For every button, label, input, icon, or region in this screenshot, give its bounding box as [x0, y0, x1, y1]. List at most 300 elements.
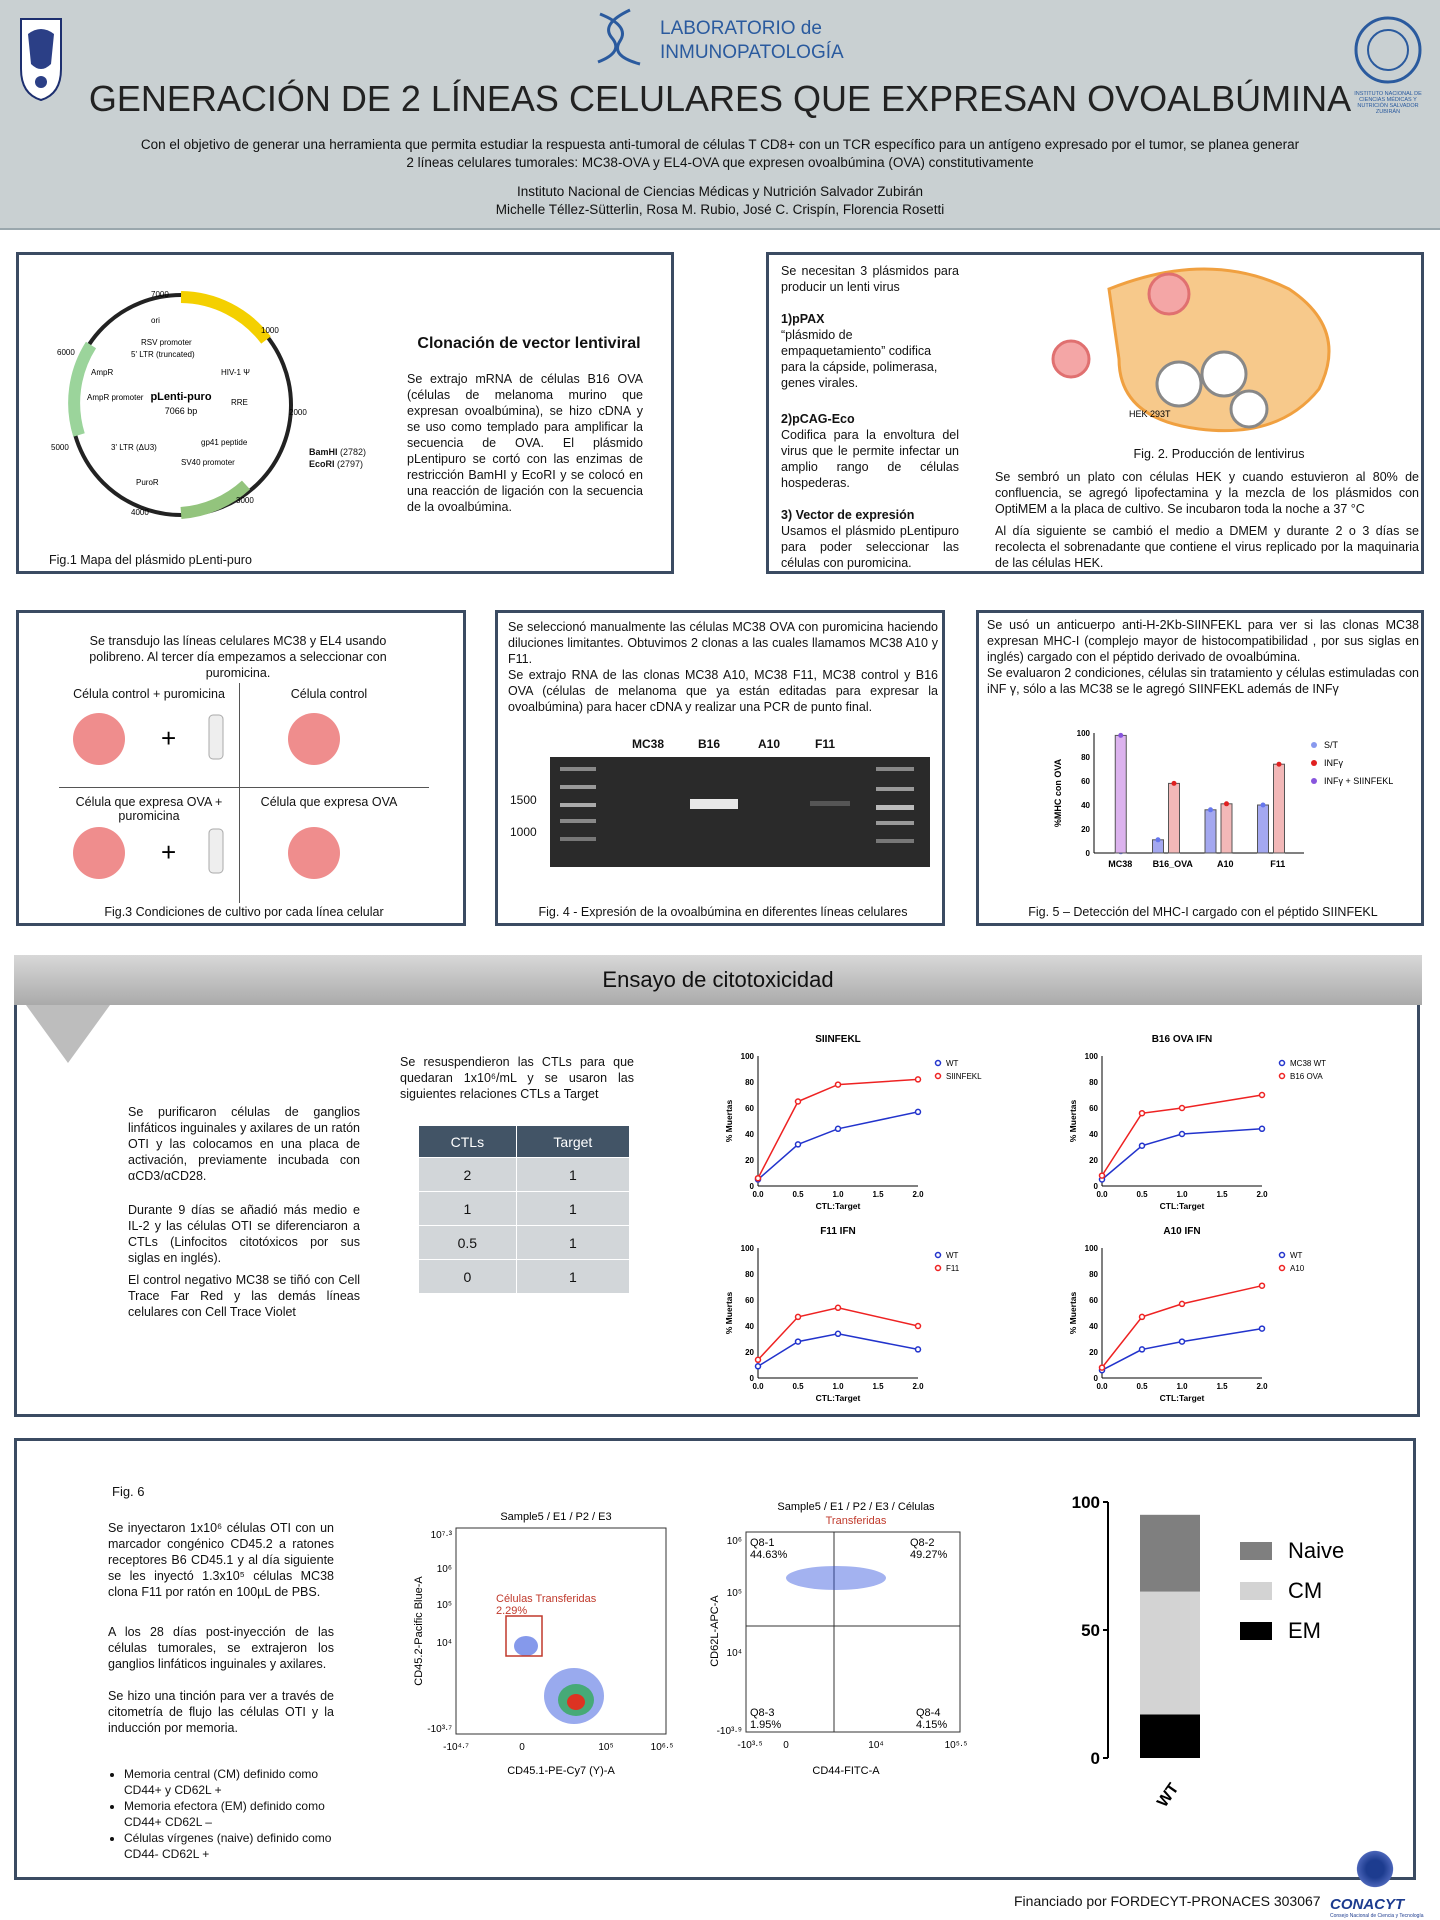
line-chart-b16	[1044, 1030, 1364, 1220]
table-cell: 1	[516, 1260, 629, 1294]
y-tick-label: 80	[745, 1078, 754, 1087]
data-point	[756, 1357, 761, 1362]
incmnsz-logo-text: INSTITUTO NACIONAL DE CIENCIAS MÉDICAS Y NUTRICIÓN SALVADOR ZUBIRÁN	[1354, 91, 1422, 115]
data-point	[836, 1126, 841, 1131]
y-tick-label: 100	[1076, 729, 1090, 738]
x-axis-label: CTL:Target	[1159, 1393, 1205, 1403]
data-point	[1208, 807, 1213, 812]
cytotoxicity-title: Ensayo de citotoxicidad	[602, 967, 834, 992]
feature-label: SV40 promoter	[181, 458, 235, 467]
data-point	[1140, 1111, 1145, 1116]
chart-title: SIINFEKL	[815, 1034, 861, 1045]
legend-marker	[936, 1266, 941, 1271]
x-axis-label: CTL:Target	[1159, 1201, 1205, 1211]
y-tick-label: 60	[1089, 1296, 1098, 1305]
flow2-xtick: -10³·⁵	[737, 1740, 763, 1751]
legend-swatch	[1240, 1542, 1272, 1560]
legend-marker	[1311, 760, 1317, 766]
data-point	[1118, 733, 1123, 738]
cell-icon	[288, 827, 340, 879]
data-point	[1172, 781, 1177, 786]
x-tick-label: 0.0	[752, 1382, 764, 1391]
marker-1000: 1000	[510, 825, 537, 839]
poster-title: GENERACIÓN DE 2 LÍNEAS CELULARES QUE EXPRESAN OVOALBÚMINA	[88, 78, 1352, 119]
table-header: CTLs	[419, 1126, 517, 1158]
flow1-xtick: 10⁵	[598, 1742, 614, 1753]
memory-text1: Se inyectaron 1x10⁶ células OTI con un marcador congénico CD45.2 a ratones receptores B6 CD45.1 y al día siguiente se les inyectó 1.3x10⁵ células MC38 clona F11 por ratón en 100µL de PBS.	[108, 1521, 334, 1599]
table-row	[419, 1158, 630, 1192]
table-cell: 1	[516, 1226, 629, 1260]
y-tick-label: 0	[1090, 1749, 1100, 1768]
legend-marker	[936, 1253, 941, 1258]
legend-label: B16 OVA	[1290, 1072, 1323, 1081]
data-point	[916, 1077, 921, 1082]
legend-label: INFγ	[1324, 758, 1343, 768]
series-line	[1102, 1286, 1262, 1368]
table-row	[419, 1226, 630, 1260]
table-cell: 1	[516, 1158, 629, 1192]
data-point	[1180, 1301, 1185, 1306]
table-row	[419, 1192, 630, 1226]
feature-label: 5' LTR (truncated)	[131, 350, 195, 359]
table-cell: 1	[419, 1192, 517, 1226]
feature-label: ori	[151, 316, 160, 325]
y-axis-label: % Muertas	[724, 1099, 734, 1143]
data-point	[916, 1347, 921, 1352]
lane-label: A10	[758, 737, 781, 751]
plasmid3-text: Usamos el plásmido pLentipuro para poder seleccionar las células con puromicina.	[781, 524, 959, 570]
enzyme-ecori: EcoRI (2797)	[309, 459, 364, 469]
flow-plot-2	[706, 1496, 976, 1786]
poster-header	[0, 0, 1440, 230]
fig4-caption: Fig. 4 - Expresión de la ovoalbúmina en diferentes líneas celulares	[538, 905, 908, 919]
pcr-text: Se seleccionó manualmente las células MC38 OVA con puromicina haciendo diluciones limitantes. Obtuvimos 2 clonas a las cuales llamamos MC38 A10 y F11. Se extrajo RNA de las clonas MC38 A10, MC38 F11, MC38 control y B16 OVA (células de melanoma que ya están editadas para expresar la ovoalbúmina) para hacer cDNA y realizar una PCR de punto final.	[508, 620, 938, 714]
y-tick-label: 20	[1089, 1156, 1098, 1165]
data-point	[1156, 837, 1161, 842]
fig1-caption: Fig.1 Mapa del plásmido pLenti-puro	[49, 553, 252, 567]
cytotoxicity-banner	[14, 955, 1422, 1005]
legend-marker	[1311, 778, 1317, 784]
data-point	[1180, 1339, 1185, 1344]
y-tick-label: 40	[745, 1322, 754, 1331]
y-tick-label: 80	[745, 1270, 754, 1279]
data-point	[796, 1142, 801, 1147]
tick-label: 4000	[131, 508, 149, 517]
flow1-xtick: 0	[519, 1742, 525, 1753]
tick-label: 6000	[57, 348, 75, 357]
gate-label: Células Transferidas	[496, 1593, 597, 1605]
memory-stacked-bar-chart	[1060, 1480, 1380, 1820]
bar	[1205, 810, 1216, 853]
lab-logo	[590, 6, 850, 66]
flow2-ytick: 10⁵	[726, 1588, 742, 1599]
x-tick-label: 2.0	[1256, 1382, 1268, 1391]
legend-label: INFγ + SIINFEKL	[1324, 776, 1394, 786]
feature-label: RSV promoter	[141, 338, 192, 347]
data-point	[1260, 1283, 1265, 1288]
fig3-caption: Fig.3 Condiciones de cultivo por cada línea celular	[104, 905, 384, 919]
legend-label: MC38 WT	[1290, 1059, 1326, 1068]
legend-swatch	[1240, 1622, 1272, 1640]
x-axis-label: CTL:Target	[815, 1201, 861, 1211]
y-tick-label: 100	[740, 1052, 754, 1061]
condition-2-label: Célula control	[290, 687, 368, 701]
legend-label: WT	[1290, 1251, 1303, 1260]
feature-label: AmpR	[91, 368, 114, 377]
incmnsz-seal-icon	[1352, 14, 1424, 86]
y-tick-label: 100	[1071, 1493, 1100, 1512]
lab-name-line2: INMUNOPATOLOGÍA	[660, 42, 844, 63]
hek-cell-diagram	[1049, 259, 1389, 439]
y-tick-label: 20	[745, 1156, 754, 1165]
quadrant-percent: 44.63%	[750, 1549, 788, 1561]
tick-label: 7000	[151, 290, 169, 299]
data-point	[836, 1082, 841, 1087]
table-header: Target	[516, 1126, 629, 1158]
flow2-xtick: 10⁵·⁵	[944, 1740, 968, 1751]
mhc-panel	[976, 610, 1424, 926]
quadrant-percent: 49.27%	[910, 1549, 948, 1561]
table-cell: 0	[419, 1260, 517, 1294]
hek-text2: Al día siguiente se cambió el medio a DMEM y durante 2 o 3 días se recolecta el sobrenadante que contiene el virus replicado por la maquinaria de las células HEK.	[995, 524, 1419, 570]
y-tick-label: 40	[1081, 801, 1090, 810]
data-point	[1140, 1347, 1145, 1352]
legend-marker	[1280, 1074, 1285, 1079]
plus-sign: +	[161, 723, 177, 753]
fig5-caption: Fig. 5 – Detección del MHC-I cargado con el péptido SIINFEKL	[1028, 905, 1378, 919]
conacyt-logo-icon	[1354, 1848, 1396, 1890]
y-tick-label: 0	[1093, 1182, 1098, 1191]
y-tick-label: 80	[1089, 1270, 1098, 1279]
feature-label: 3' LTR (ΔU3)	[111, 443, 157, 452]
line-chart-siinfekl	[700, 1030, 1020, 1220]
table-row	[419, 1260, 630, 1294]
flow2-title: Sample5 / E1 / P2 / E3 / Células	[777, 1501, 935, 1513]
data-point	[836, 1331, 841, 1336]
x-tick-label: 0.5	[792, 1382, 804, 1391]
cloning-text: Se extrajo mRNA de células B16 OVA (células de melanoma murino que expresan ovoalbúmina), se hizo cDNA y se uso como templado para amplificar la secuencia de OVA. El plásmido pLentipuro se cortó con las enzimas de restricción BamHI y EcoRI y se colocó en una reacción de ligación con la secuencia de la ovoalbúmina.	[407, 372, 643, 514]
data-point	[916, 1324, 921, 1329]
fig2-caption: Fig. 2. Producción de lentivirus	[1133, 447, 1305, 461]
puromycin-tube-icon	[209, 829, 223, 873]
x-tick-label: 2.0	[1256, 1190, 1268, 1199]
x-tick-label: 1.5	[872, 1190, 884, 1199]
y-tick-label: 20	[1089, 1348, 1098, 1357]
feature-label: gp41 peptide	[201, 438, 248, 447]
x-tick-label: 2.0	[912, 1190, 924, 1199]
gate-percent: 2.29%	[496, 1605, 528, 1617]
quadrant-label: Q8-3	[750, 1707, 775, 1719]
flow1-ytick: 10⁶	[436, 1564, 452, 1575]
flow1-title: Sample5 / E1 / P2 / E3	[500, 1511, 612, 1523]
cyto-text4: Se resuspendieron las CTLs para que quedaran 1x10⁶/mL y se usaron las siguientes relaciones CTLs a Target	[400, 1055, 634, 1101]
x-tick-label: 0.0	[1096, 1190, 1108, 1199]
feature-label: RRE	[231, 398, 248, 407]
data-point	[796, 1314, 801, 1319]
enzyme-bamhi: BamHI (2782)	[309, 447, 367, 457]
stacked-segment	[1140, 1515, 1200, 1592]
x-tick-label: 1.5	[1216, 1382, 1228, 1391]
x-tick-label: WT	[1154, 1780, 1183, 1811]
transduction-panel	[16, 610, 466, 926]
y-axis-label: % Muertas	[1068, 1291, 1078, 1335]
flow2-ylabel: CD62L-APC-A	[709, 1595, 721, 1667]
y-tick-label: 60	[745, 1296, 754, 1305]
data-point	[1277, 762, 1282, 767]
flow2-ytick: 10⁶	[726, 1536, 742, 1547]
plasmid-size: 7066 bp	[164, 406, 198, 416]
x-tick-label: F11	[1270, 859, 1286, 869]
puromycin-tube-icon	[209, 715, 223, 759]
legend-marker	[1280, 1061, 1285, 1066]
memory-text2: A los 28 días post-inyección de las células tumorales, se extrajeron los ganglios linfáticos inguinales y axilares.	[108, 1625, 334, 1671]
y-tick-label: 20	[1081, 825, 1090, 834]
plus-sign: +	[161, 837, 177, 867]
y-tick-label: 60	[1089, 1104, 1098, 1113]
legend-label: CM	[1288, 1578, 1323, 1603]
y-tick-label: 50	[1081, 1621, 1100, 1640]
x-tick-label: 0.5	[792, 1190, 804, 1199]
flow1-xtick: -10⁴·⁷	[443, 1742, 469, 1753]
feature-label: AmpR promoter	[87, 393, 144, 402]
plasmid1-text: “plásmido de empaquetamiento” codifica para la cápside, polimerasa, genes virales.	[781, 328, 938, 390]
y-tick-label: 80	[1089, 1078, 1098, 1087]
flow2-xlabel: CD44-FITC-A	[812, 1765, 880, 1777]
bar	[1258, 805, 1269, 853]
legend-marker	[936, 1074, 941, 1079]
list-item: • Memoria central (CM) definido como CD44+ y CD62L +	[124, 1766, 344, 1798]
lab-name-line1: LABORATORIO de	[660, 18, 822, 39]
line-chart-f11	[700, 1222, 1020, 1412]
flow2-xtick: 0	[783, 1740, 789, 1751]
transduction-text: Se transdujo las líneas celulares MC38 y EL4 usando polibreno. Al tercer día empezamos a seleccionar con puromicina.	[89, 634, 387, 680]
y-tick-label: 0	[749, 1374, 754, 1383]
data-point	[1180, 1106, 1185, 1111]
plasmid2-title: 2)pCAG-Eco	[781, 412, 855, 426]
cell-icon	[73, 713, 125, 765]
funding-text: Financiado por FORDECYT-PRONACES 303067	[1014, 1893, 1321, 1909]
series-line	[1102, 1329, 1262, 1371]
plasmid3-title: 3) Vector de expresión	[781, 508, 915, 522]
y-axis-label: % Muertas	[724, 1291, 734, 1335]
plasmid-map	[31, 285, 331, 525]
conacyt-subtitle: Consejo Nacional de Ciencia y Tecnología	[1330, 1913, 1424, 1919]
data-point	[1260, 1126, 1265, 1131]
ctl-target-table	[418, 1125, 630, 1294]
condition-4-label: Célula que expresa OVA	[260, 795, 398, 809]
legend-label: WT	[946, 1059, 959, 1068]
y-tick-label: 0	[1085, 849, 1090, 858]
cloning-heading: Clonación de vector lentiviral	[417, 335, 641, 352]
stacked-segment	[1140, 1592, 1200, 1715]
conacyt-logo: CONACYT	[1330, 1896, 1405, 1913]
x-tick-label: 2.0	[912, 1382, 924, 1391]
data-point	[1260, 1093, 1265, 1098]
x-tick-label: 1.0	[832, 1382, 844, 1391]
data-point	[1100, 1173, 1105, 1178]
plasmid2-text: Codifica para la envoltura del virus que le permite infectar un amplio rango de células hospederas.	[781, 428, 959, 490]
banner-triangle	[26, 1005, 110, 1065]
feature-label: PuroR	[136, 478, 159, 487]
y-axis-label: % Muertas	[1068, 1099, 1078, 1143]
fig6-label: Fig. 6	[112, 1484, 145, 1499]
line-chart-a10	[1044, 1222, 1364, 1412]
y-axis-label: %MHC con OVA	[1053, 758, 1063, 828]
table-cell: 0.5	[419, 1226, 517, 1260]
flow-plot-1	[406, 1496, 686, 1786]
legend-label: WT	[946, 1251, 959, 1260]
data-point	[1100, 1365, 1105, 1370]
x-tick-label: B16_OVA	[1152, 859, 1193, 869]
y-tick-label: 0	[749, 1182, 754, 1191]
y-tick-label: 20	[745, 1348, 754, 1357]
dna-icon	[590, 6, 656, 66]
plasmid1-title: 1)pPAX	[781, 312, 825, 326]
x-tick-label: 0.0	[1096, 1382, 1108, 1391]
cloning-panel	[16, 252, 674, 574]
series-line	[758, 1334, 918, 1367]
plasmid-name: pLenti-puro	[150, 391, 212, 403]
pcr-panel	[495, 610, 945, 926]
flow1-ytick: -10³·⁷	[427, 1724, 452, 1735]
x-tick-label: 1.0	[1176, 1190, 1188, 1199]
legend-swatch	[1240, 1582, 1272, 1600]
data-point	[796, 1099, 801, 1104]
flow2-ytick: 10⁴	[726, 1648, 742, 1659]
hek-label: HEK 293T	[1129, 409, 1171, 419]
y-tick-label: 100	[1084, 1052, 1098, 1061]
list-item: • Células vírgenes (naive) definido como CD44- CD62L +	[124, 1830, 344, 1862]
legend-marker	[1311, 742, 1317, 748]
feature-label: HIV-1 Ψ	[221, 368, 250, 377]
mhc-bar-chart	[1049, 723, 1409, 883]
y-tick-label: 60	[745, 1104, 754, 1113]
memory-text3: Se hizo una tinción para ver a través de citometría de flujo las células OTI y la inducción por memoria.	[108, 1689, 334, 1735]
cyto-text3: El control negativo MC38 se tiñó con Cell Trace Far Red y las demás líneas celulares con Cell Trace Violet	[128, 1273, 360, 1319]
x-tick-label: 1.0	[832, 1190, 844, 1199]
x-axis-label: CTL:Target	[815, 1393, 861, 1403]
flow2-xtick: 10⁴	[868, 1740, 884, 1751]
mhc-text: Se usó un anticuerpo anti-H-2Kb-SIINFEKL para ver si las clonas MC38 expresan MHC-I (complejo mayor de histocompatibilidad , por sus siglas en inglés) cargado con el péptido derivado de ovoalbúmina. Se evaluaron 2 condiciones, células sin tratamiento y células estimuladas con iNF γ, sólo a las MC38 se le agregó SIINFEKL además de INFγ	[987, 618, 1419, 696]
data-point	[1261, 803, 1266, 808]
legend-label: SIINFEKL	[946, 1072, 982, 1081]
flow1-xlabel: CD45.1-PE-Cy7 (Y)-A	[507, 1765, 615, 1777]
legend-label: F11	[946, 1264, 960, 1273]
quadrant-label: Q8-4	[916, 1707, 941, 1719]
quadrant-label: Q8-1	[750, 1537, 775, 1549]
legend-label: S/T	[1324, 740, 1339, 750]
lane-label: MC38	[632, 737, 665, 751]
memory-definitions	[108, 1766, 344, 1862]
culture-conditions	[59, 709, 429, 909]
y-tick-label: 0	[1093, 1374, 1098, 1383]
flow1-ytick: 10⁵	[436, 1600, 452, 1611]
flow1-xtick: 10⁶·⁵	[650, 1742, 674, 1753]
y-tick-label: 40	[1089, 1130, 1098, 1139]
data-point	[1260, 1326, 1265, 1331]
tick-label: 3000	[236, 496, 254, 505]
data-point	[1140, 1314, 1145, 1319]
flow2-title2: Transferidas	[825, 1515, 887, 1527]
tick-label: 2000	[289, 408, 307, 417]
cell-icon	[73, 827, 125, 879]
x-tick-label: MC38	[1108, 859, 1133, 869]
stacked-segment	[1140, 1714, 1200, 1758]
bar	[1274, 764, 1285, 853]
cell-icon	[288, 713, 340, 765]
legend-marker	[1280, 1253, 1285, 1258]
legend-label: Naive	[1288, 1538, 1345, 1563]
data-point	[916, 1109, 921, 1114]
hek-text1: Se sembró un plato con células HEK y cuando estuvieron al 80% de confluencia, se agregó lipofectamina y la mezcla de los plásmidos con OptiMEM a la placa de cultivo. Se incubaron toda la noche a 37 °C	[995, 470, 1419, 516]
condition-3-label: Célula que expresa OVA + puromicina	[75, 795, 223, 823]
plasmid-intro: Se necesitan 3 plásmidos para producir un lenti virus	[781, 264, 959, 294]
y-tick-label: 80	[1081, 753, 1090, 762]
quadrant-label: Q8-2	[910, 1537, 935, 1549]
objective-text: Con el objetivo de generar una herramienta que permita estudiar la respuesta anti-tumoral de células T CD8+ con un TCR específico para un antígeno expresado por el tumor, se planea generar 2 líneas celulares tumorales: MC38-OVA y EL4-OVA que expresen ovoalbúmina (OVA) constitutivamente	[140, 137, 1300, 170]
y-tick-label: 40	[1089, 1322, 1098, 1331]
data-point	[836, 1305, 841, 1310]
y-tick-label: 100	[1084, 1244, 1098, 1253]
x-tick-label: 0.5	[1136, 1382, 1148, 1391]
x-tick-label: A10	[1216, 859, 1234, 869]
bar	[1221, 804, 1232, 853]
institution: Instituto Nacional de Ciencias Médicas y Nutrición Salvador Zubirán	[517, 184, 923, 199]
x-tick-label: 0.0	[752, 1190, 764, 1199]
lane-label: F11	[815, 737, 836, 751]
table-cell: 1	[516, 1192, 629, 1226]
lane-label: B16	[698, 737, 721, 751]
legend-label: A10	[1290, 1264, 1305, 1273]
cyto-text2: Durante 9 días se añadió más medio e IL-2 y las células OTI se diferenciaron a CTLs (Linfocitos citotóxicos por sus siglas en inglés).	[128, 1203, 360, 1265]
authors: Michelle Téllez-Sütterlin, Rosa M. Rubio, José C. Crispín, Florencia Rosetti	[495, 202, 945, 217]
data-point	[756, 1364, 761, 1369]
chart-title: B16 OVA IFN	[1151, 1034, 1213, 1045]
legend-label: EM	[1288, 1618, 1321, 1643]
cyto-text1: Se purificaron células de ganglios linfáticos inguinales y axilares de un ratón OTI y las colocamos en una placa de activación, previamente incubada con αCD3/αCD28.	[128, 1105, 360, 1183]
condition-1-label: Célula control + puromicina	[73, 687, 225, 701]
pcr-gel-image	[550, 757, 930, 867]
lentivirus-panel	[766, 252, 1424, 574]
quadrant-percent: 4.15%	[916, 1719, 948, 1731]
tick-label: 1000	[261, 326, 279, 335]
series-line	[758, 1112, 918, 1180]
data-point	[756, 1176, 761, 1181]
flow2-ytick: -10³·⁹	[716, 1726, 742, 1737]
data-point	[1224, 801, 1229, 806]
flow1-ylabel: CD45.2-Pacific Blue-A	[413, 1576, 425, 1686]
data-point	[1140, 1143, 1145, 1148]
marker-1500: 1500	[510, 793, 537, 807]
bar	[1115, 735, 1126, 853]
y-tick-label: 40	[745, 1130, 754, 1139]
x-tick-label: 0.5	[1136, 1190, 1148, 1199]
x-tick-label: 1.0	[1176, 1382, 1188, 1391]
flow1-ytick: 10⁴	[436, 1638, 452, 1649]
x-tick-label: 1.5	[872, 1382, 884, 1391]
y-tick-label: 60	[1081, 777, 1090, 786]
quadrant-percent: 1.95%	[750, 1719, 782, 1731]
chart-title: F11 IFN	[820, 1226, 856, 1237]
y-tick-label: 100	[740, 1244, 754, 1253]
chart-title: A10 IFN	[1163, 1226, 1201, 1237]
legend-marker	[1280, 1266, 1285, 1271]
x-tick-label: 1.5	[1216, 1190, 1228, 1199]
tick-label: 5000	[51, 443, 69, 452]
legend-marker	[936, 1061, 941, 1066]
list-item: • Memoria efectora (EM) definido como CD44+ CD62L –	[124, 1798, 344, 1830]
data-point	[796, 1339, 801, 1344]
